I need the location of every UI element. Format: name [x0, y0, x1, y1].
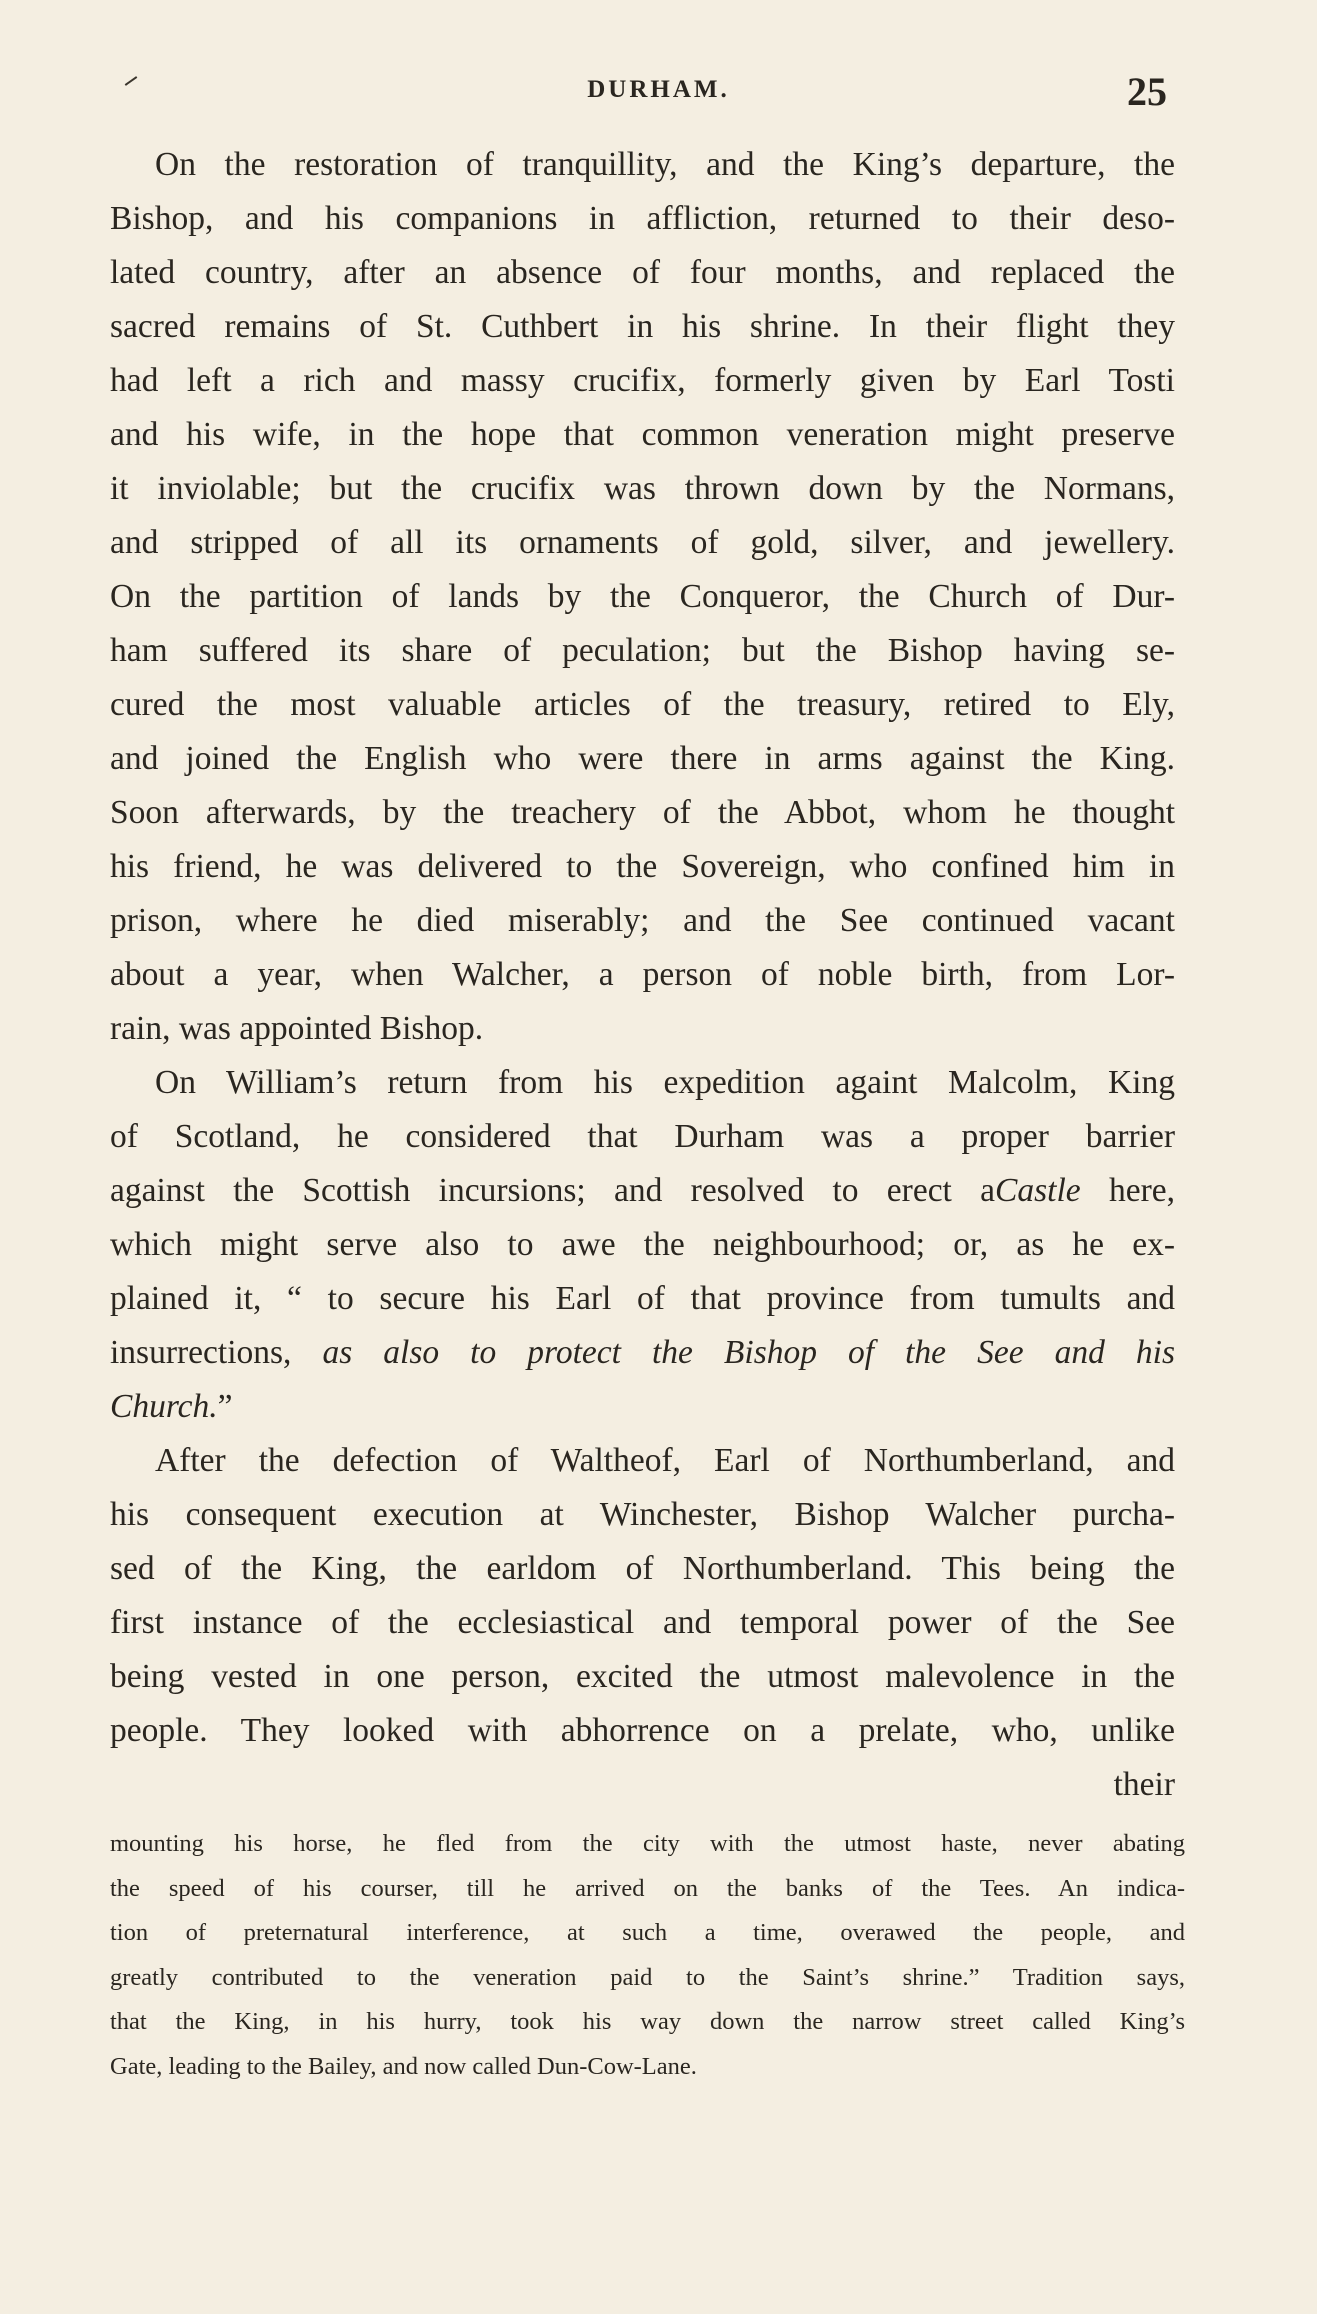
text-line: lated country, after an absence of four months, and replaced the	[110, 254, 1175, 291]
text-line: and joined the English who were there in arms against the King.	[110, 740, 1175, 777]
footnote-line: tion of preternatural interference, at such a time, overawed the people, and	[110, 1919, 1185, 1946]
text-line: Bishop, and his companions in affliction, returned to their deso-	[110, 200, 1175, 237]
text-fragment: here,	[1108, 1172, 1176, 1209]
body-text	[110, 138, 1175, 1812]
running-head-title: DURHAM.	[587, 76, 730, 103]
text-line: people. They looked with abhorrence on a prelate, who, unlike	[110, 1712, 1175, 1749]
footnote-line: mounting his horse, he fled from the city with the utmost haste, never abating	[110, 1830, 1185, 1857]
text-line: plained it, “ to secure his Earl of that province from tumults and	[110, 1280, 1175, 1317]
text-line: first instance of the ecclesiastical and temporal power of the See	[110, 1604, 1175, 1641]
text-line: On the restoration of tranquillity, and the King’s departure, the	[155, 146, 1175, 183]
running-head	[0, 69, 1317, 114]
page-number: 25	[1127, 69, 1167, 114]
footnote-line: that the King, in his hurry, took his way down the narrow street called King’s	[110, 2008, 1185, 2035]
italic-fragment: Castle	[995, 1172, 1081, 1209]
text-line: his friend, he was delivered to the Sovereign, who confined him in	[110, 848, 1175, 885]
italic-fragment: as also to protect the Bishop of the See and his	[322, 1334, 1176, 1371]
text-line: sed of the King, the earldom of Northumberland. This being the	[110, 1550, 1175, 1587]
text-line: On the partition of lands by the Conqueror, the Church of Dur-	[110, 578, 1175, 615]
text-line: and stripped of all its ornaments of gold, silver, and jewellery.	[110, 524, 1175, 561]
text-line: of Scotland, he considered that Durham was a proper barrier	[110, 1118, 1175, 1155]
text-line: being vested in one person, excited the utmost malevolence in the	[110, 1658, 1175, 1695]
footnote-line: the speed of his courser, till he arrived on the banks of the Tees. An indica-	[110, 1874, 1185, 1902]
text-line: about a year, when Walcher, a person of noble birth, from Lor-	[110, 956, 1175, 993]
text-line: prison, where he died miserably; and the See continued vacant	[110, 902, 1175, 939]
text-line: ham suffered its share of peculation; but the Bishop having se-	[110, 632, 1175, 669]
italic-fragment: Church.	[110, 1388, 218, 1425]
text-fragment: against the Scottish incursions; and resolved to erect a	[110, 1172, 996, 1209]
text-line: rain, was appointed Bishop.	[110, 1010, 484, 1047]
text-line: On William’s return from his expedition againt Malcolm, King	[155, 1064, 1175, 1101]
text-fragment: ”	[217, 1388, 233, 1425]
text-line: had left a rich and massy crucifix, formerly given by Earl Tosti	[110, 362, 1175, 399]
text-line-mixed	[110, 1380, 1175, 1434]
text-line: After the defection of Waltheof, Earl of Northumberland, and	[155, 1442, 1175, 1479]
text-line: and his wife, in the hope that common veneration might preserve	[110, 416, 1175, 453]
text-line: cured the most valuable articles of the treasury, retired to Ely,	[110, 686, 1175, 723]
text-line: Soon afterwards, by the treachery of the Abbot, whom he thought	[110, 794, 1175, 831]
footnote	[110, 1822, 1185, 2089]
text-line: it inviolable; but the crucifix was thrown down by the Normans,	[110, 470, 1175, 507]
text-line: sacred remains of St. Cuthbert in his shrine. In their flight they	[110, 308, 1175, 345]
text-line-mixed	[110, 1326, 1175, 1380]
footnote-line: Gate, leading to the Bailey, and now called Dun-Cow-Lane.	[110, 2052, 697, 2080]
text-fragment: insurrections,	[110, 1334, 292, 1371]
text-line: which might serve also to awe the neighbourhood; or, as he ex-	[110, 1226, 1175, 1263]
text-line: his consequent execution at Winchester, Bishop Walcher purcha-	[110, 1496, 1175, 1533]
text-line-mixed	[110, 1164, 1175, 1218]
footnote-line: greatly contributed to the veneration paid to the Saint’s shrine.” Tradition says,	[110, 1963, 1185, 1991]
catchword: their	[1113, 1766, 1175, 1803]
